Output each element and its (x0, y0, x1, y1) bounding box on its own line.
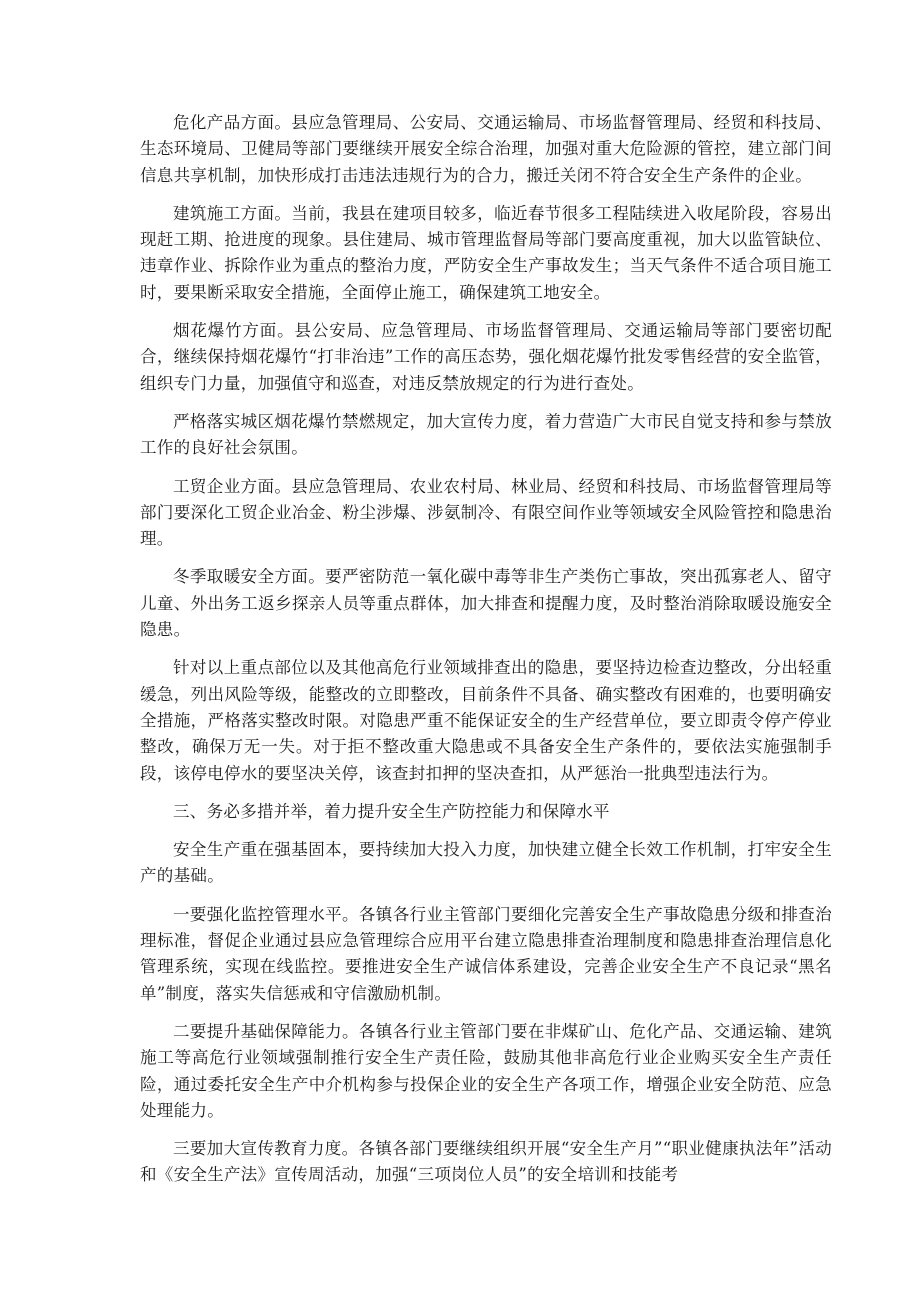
paragraph-construction: 建筑施工方面。当前，我县在建项目较多，临近春节很多工程陆续进入收尾阶段，容易出现赶工期、抢进度的现象。县住建局、城市管理监督局等部门要高度重视，加大以监管缺位、违章作业、拆除作业为重点的整治力度，严防安全生产事故发生；当天气条件不适合项目施工时，要果断采取安全措施，全面停止施工，确保建筑工地安全。 (140, 203, 832, 302)
paragraph-winter-heating: 冬季取暖安全方面。要严密防范一氧化碳中毒等非生产类伤亡事故，突出孤寡老人、留守儿童、外出务工返乡探亲人员等重点群体，加大排查和提醒力度，及时整治消除取暖设施安全隐患。 (140, 567, 832, 640)
paragraph-fireworks: 烟花爆竹方面。县公安局、应急管理局、市场监督管理局、交通运输局等部门要密切配合，继续保持烟花爆竹“打非治违”工作的高压态势，强化烟花爆竹批发零售经营的安全监管，组织专门力量，加强值守和巡查，对违反禁放规定的行为进行查处。 (140, 321, 832, 393)
paragraph-hazard-rectification: 针对以上重点部位以及其他高危行业领域排查出的隐患，要坚持边检查边整改，分出轻重缓急，列出风险等级，能整改的立即整改，目前条件不具备、确实整改有困难的，也要明确安全措施，严格落实整改时限。对隐患严重不能保证安全的生产经营单位，要立即责令停产停业整改，确保万无一失。对于拒不整改重大隐患或不具备安全生产条件的，要依法实施强制手段，该停电停水的要坚决关停，该查封扣押的坚决查扣，从严惩治一批典型违法行为。 (140, 658, 832, 783)
paragraph-monitoring: 一要强化监控管理水平。各镇各行业主管部门要细化完善安全生产事故隐患分级和排查治理标准，督促企业通过县应急管理综合应用平台建立隐患排查治理制度和隐患排查治理信息化管理系统，实现在线监控。要推进安全生产诚信体系建设，完善企业安全生产不良记录“黑名单”制度，落实失信惩戒和守信激励机制。 (140, 904, 832, 1003)
section-heading-three: 三、务必多措并举，着力提升安全生产防控能力和保障水平 (173, 801, 610, 821)
paragraph-insurance: 二要提升基础保障能力。各镇各行业主管部门要在非煤矿山、危化产品、交通运输、建筑施工等高危行业领域强制推行安全生产责任险，鼓励其他非高危行业企业购买安全生产责任险，通过委托安全生产中介机构参与投保企业的安全生产各项工作，增强企业安全防范、应急处理能力。 (140, 1021, 832, 1120)
paragraph-education: 三要加大宣传教育力度。各镇各部门要继续组织开展“安全生产月”“职业健康执法年”活动和《安全生产法》宣传周活动，加强“三项岗位人员”的安全培训和技能考 (140, 1139, 832, 1185)
paragraph-industry-trade: 工贸企业方面。县应急管理局、农业农村局、林业局、经贸和科技局、市场监督管理局等部门要深化工贸企业冶金、粉尘涉爆、涉氨制冷、有限空间作业等领域安全风险管控和隐患治理。 (140, 476, 832, 549)
paragraph-foundation: 安全生产重在强基固本，要持续加大投入力度，加快建立健全长效工作机制，打牢安全生产的基础。 (140, 840, 832, 886)
paragraph-fireworks-ban: 严格落实城区烟花爆竹禁燃规定，加大宣传力度，着力营造广大市民自觉支持和参与禁放工作的良好社会氛围。 (140, 411, 832, 458)
document-body (140, 110, 832, 1189)
paragraph-hazardous-chemicals: 危化产品方面。县应急管理局、公安局、交通运输局、市场监督管理局、经贸和科技局、生态环境局、卫健局等部门要继续开展安全综合治理，加强对重大危险源的管控，建立部门间信息共享机制，加快形成打击违法违规行为的合力，搬迁关闭不符合安全生产条件的企业。 (140, 113, 832, 185)
